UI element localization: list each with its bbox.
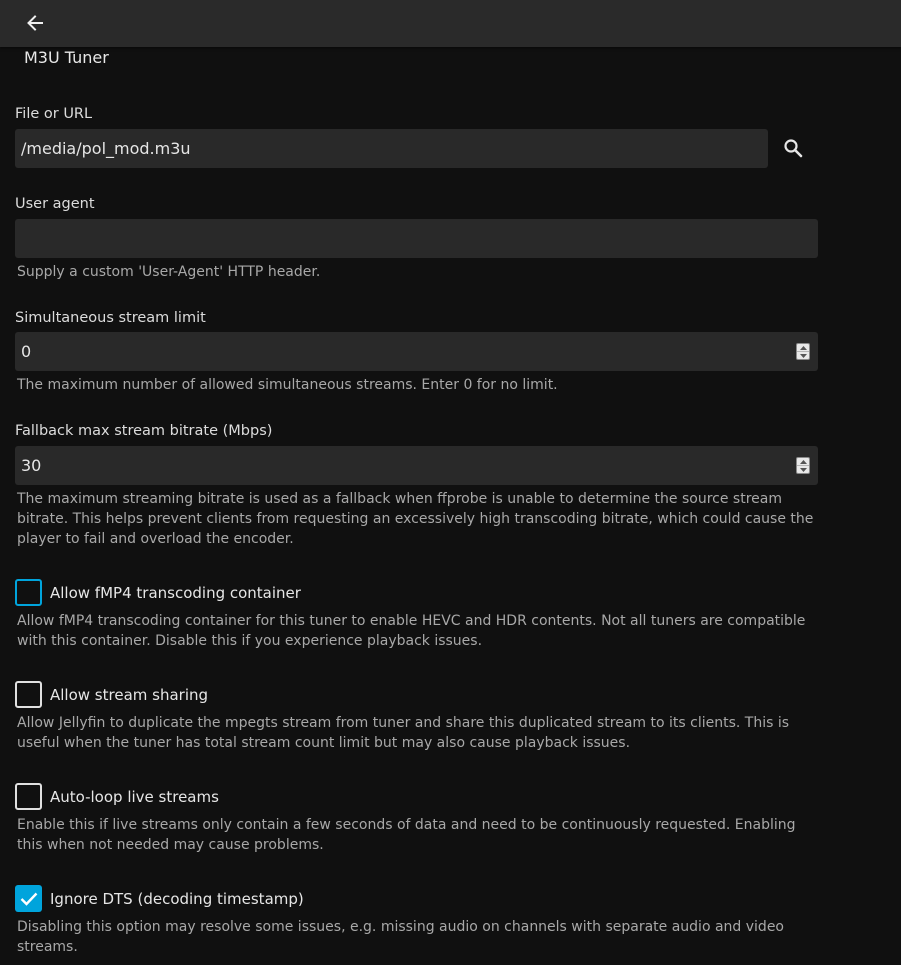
page-title: M3U Tuner [24, 48, 109, 67]
fallback-bitrate-stepper[interactable] [796, 457, 810, 474]
ignore-dts-label[interactable]: Ignore DTS (decoding timestamp) [50, 890, 304, 908]
file-url-input[interactable]: /media/pol_mod.m3u [15, 129, 768, 168]
top-app-bar [0, 0, 901, 47]
caret-up-icon [800, 460, 807, 464]
ignore-dts-checkbox[interactable] [15, 885, 42, 912]
allow-stream-sharing-label[interactable]: Allow stream sharing [50, 686, 209, 704]
fallback-bitrate-value: 30 [21, 456, 42, 475]
back-button[interactable] [22, 10, 48, 36]
allow-fmp4-checkbox[interactable] [15, 579, 42, 606]
caret-down-icon [800, 468, 807, 472]
search-icon [783, 138, 803, 158]
auto-loop-help: Enable this if live streams only contain a few seconds of data and need to be continuously requested. Enabling this when not needed may cause problems. [17, 817, 796, 853]
stream-limit-input[interactable] [15, 332, 818, 371]
stepper-down-button[interactable] [797, 351, 809, 359]
user-agent-input[interactable] [15, 219, 818, 258]
auto-loop-checkbox[interactable] [15, 783, 42, 810]
caret-up-icon [800, 346, 807, 350]
stream-limit-stepper[interactable] [796, 343, 810, 360]
stream-limit-help: The maximum number of allowed simultaneous streams. Enter 0 for no limit. [17, 377, 558, 393]
fallback-bitrate-label: Fallback max stream bitrate (Mbps) [15, 423, 273, 439]
fallback-bitrate-help: The maximum streaming bitrate is used as a fallback when ffprobe is unable to determine the source stream bitrate. This helps prevent clients from requesting an excessively high transcoding bitrate, which could cause the player to fail and overload the encoder. [17, 491, 814, 547]
stream-limit-value: 0 [21, 342, 32, 361]
browse-button[interactable] [780, 135, 806, 161]
ignore-dts-help: Disabling this option may resolve some issues, e.g. missing audio on channels with separate audio and video streams. [17, 919, 784, 955]
stream-limit-label: Simultaneous stream limit [15, 310, 206, 326]
stepper-up-button[interactable] [797, 344, 809, 351]
auto-loop-label[interactable]: Auto-loop live streams [50, 788, 219, 806]
allow-fmp4-label[interactable]: Allow fMP4 transcoding container [50, 584, 301, 602]
allow-stream-sharing-help: Allow Jellyfin to duplicate the mpegts stream from tuner and share this duplicated stream to its clients. This is useful when the tuner has total stream count limit but may also cause playback issues. [17, 715, 790, 751]
user-agent-label: User agent [15, 196, 95, 212]
fallback-bitrate-input[interactable] [15, 446, 818, 485]
allow-fmp4-help: Allow fMP4 transcoding container for this tuner to enable HEVC and HDR contents. Not all tuners are compatible with this container. Disable this if you experience playback issues. [17, 613, 806, 649]
stepper-up-button[interactable] [797, 458, 809, 465]
caret-down-icon [800, 354, 807, 358]
checkmark-icon [20, 892, 38, 906]
arrow-left-icon [26, 14, 44, 32]
file-url-label: File or URL [15, 106, 93, 122]
stepper-down-button[interactable] [797, 465, 809, 473]
allow-stream-sharing-checkbox[interactable] [15, 681, 42, 708]
user-agent-help: Supply a custom 'User-Agent' HTTP header. [17, 264, 321, 280]
